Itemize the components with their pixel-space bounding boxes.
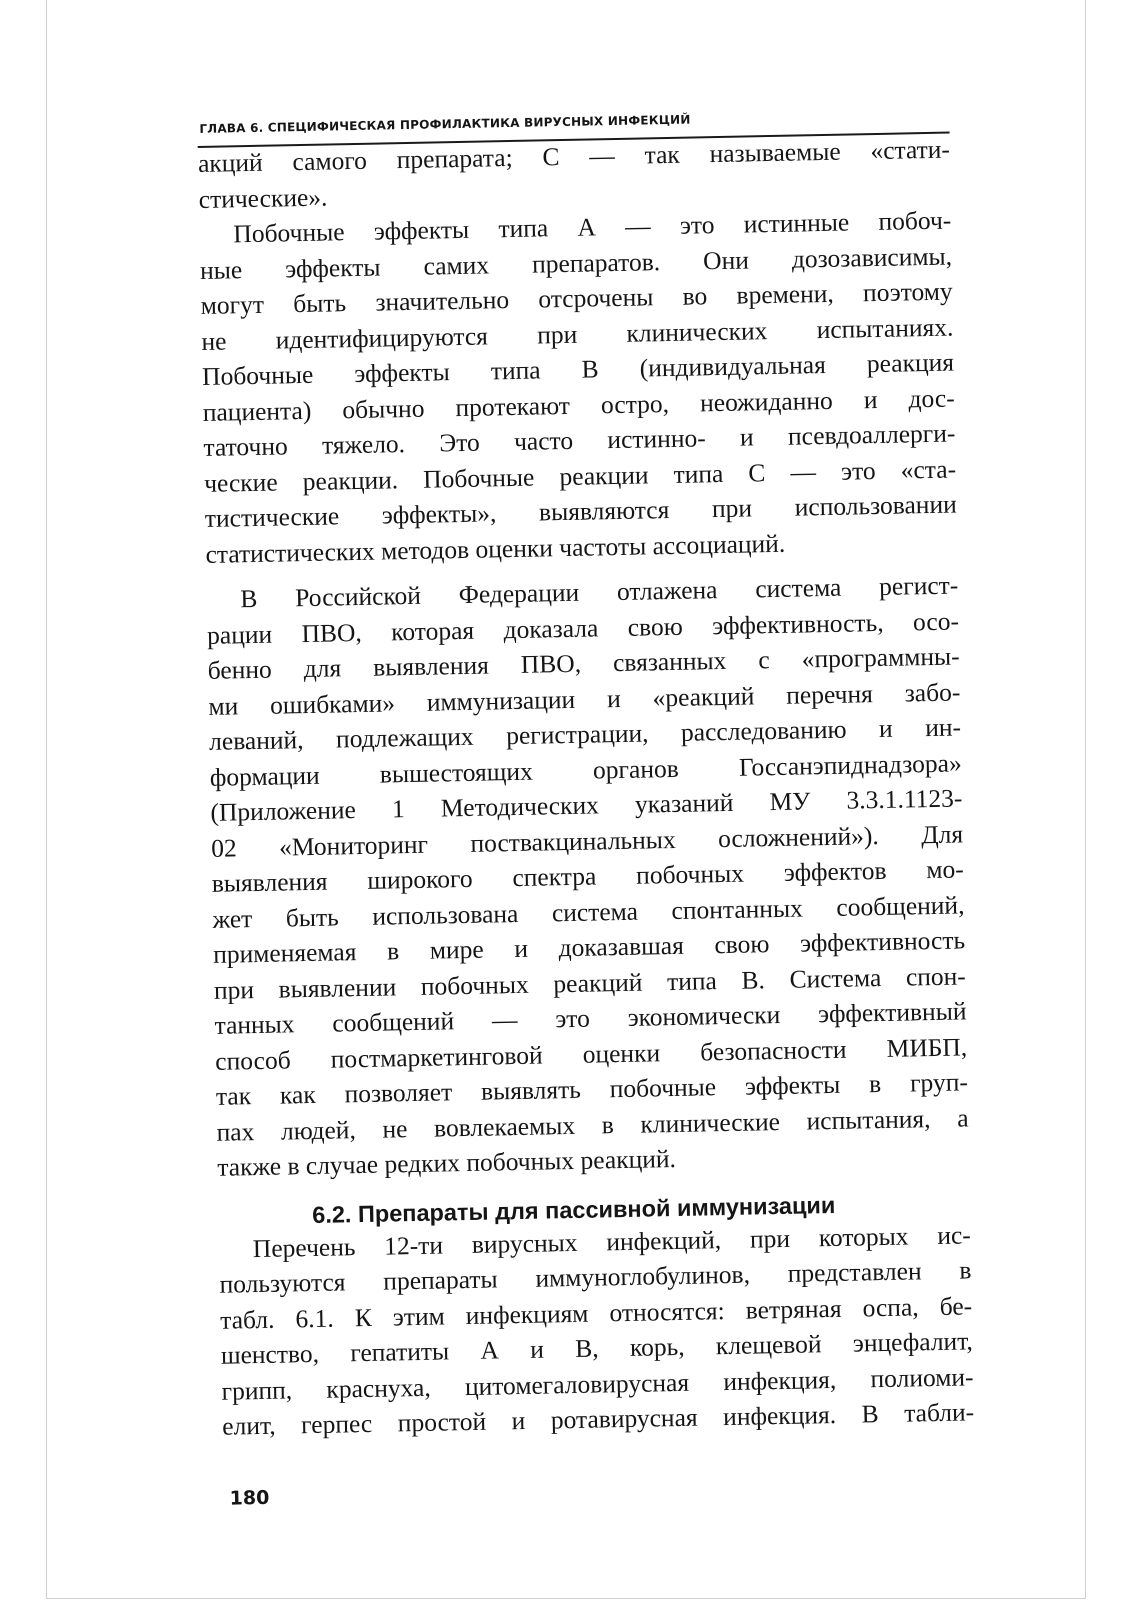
- text-line: леваний, подлежащих регистрации, расследованию и ин-: [208, 712, 962, 756]
- paragraph-russian-registration-system: [206, 567, 969, 1185]
- text-line: шенство, гепатиты А и В, корь, клещевой энцефалит,: [220, 1326, 974, 1370]
- running-head: ГЛАВА 6. СПЕЦИФИЧЕСКАЯ ПРОФИЛАКТИКА ВИРУСНЫХ ИНФЕКЦИЙ: [199, 112, 691, 136]
- text-line: рации ПВО, которая доказала свою эффективность, осо-: [206, 605, 960, 650]
- text-line: стические».: [198, 182, 328, 214]
- text-line: (Приложение 1 Методических указаний МУ 3.3.1.1123-: [210, 783, 963, 827]
- paragraph-side-effect-types: [199, 203, 958, 572]
- text-line: елит, герпес простой и ротавирусная инфекция. В табли-: [221, 1397, 975, 1441]
- text-line: бенно для выявления ПВО, связанных с «программны-: [207, 641, 960, 685]
- text-line: способ постмаркетинговой оценки безопасности МИБП,: [214, 1031, 968, 1076]
- text-line: ческие реакции. Побочные реакции типа С — это «ста-: [203, 453, 957, 498]
- text-line: В Российской Федерации отлажена система регист-: [240, 570, 959, 614]
- text-line: не идентифицируются при клинических испытаниях.: [201, 312, 954, 356]
- text-line: Побочные эффекты типа В (индивидуальная реакция: [201, 347, 955, 391]
- paragraph-passive-immunization: [219, 1217, 975, 1444]
- text-line: ми ошибками» иммунизации и «реакций перечня забо-: [208, 676, 961, 721]
- text-line: жет быть использована система спонтанных сообщений,: [212, 889, 965, 934]
- page-number: 180: [229, 1486, 270, 1510]
- text-line: танных сообщений — это экономически эффективный: [214, 996, 967, 1040]
- text-line: при выявлении побочных реакций типа В. Система спон-: [213, 960, 967, 1005]
- text-line: также в случае редких побочных реакций.: [217, 1144, 677, 1182]
- text-line: акций самого препарата; С — так называемые «стати-: [197, 134, 951, 178]
- text-line: могут быть значительно отсрочены во времени, поэтому: [200, 276, 953, 320]
- text-line: 02 «Мониторинг поствакцинальных осложнений»). Для: [210, 818, 964, 863]
- text-line: пользуются препараты иммуноглобулинов, представлен в: [219, 1255, 972, 1299]
- text-line: табл. 6.1. К этим инфекциям относятся: ветряная оспа, бе-: [219, 1290, 973, 1335]
- text-line: ные эффекты самих препаратов. Они дозозависимы,: [199, 241, 953, 285]
- text-line: так как позволяет выявлять побочные эффекты в груп-: [215, 1067, 969, 1111]
- text-line: статистических методов оценки частоты ассоциаций.: [205, 528, 786, 569]
- text-line: пах людей, не вовлекаемых в клинические испытания, а: [216, 1102, 969, 1147]
- book-page: [197, 95, 983, 1510]
- text-line: формации вышестоящих органов Госсанэпиднадзора»: [209, 747, 962, 792]
- text-line: тистические эффекты», выявляются при использовании: [204, 489, 957, 533]
- text-line: выявления широкого спектра побочных эффектов мо-: [211, 854, 964, 898]
- text-line: Перечень 12-ти вирусных инфекций, при которых ис-: [252, 1219, 972, 1263]
- body-text: [198, 132, 975, 1445]
- text-line: Побочные эффекты типа А — это истинные побоч-: [233, 205, 952, 249]
- text-line: грипп, краснуха, цитомегаловирусная инфекция, полиоми-: [221, 1361, 974, 1406]
- text-line: пациента) обычно протекают остро, неожиданно и дос-: [202, 383, 955, 427]
- page-sheet: [46, 0, 1086, 1599]
- text-line: таточно тяжело. Это часто истинно- и псевдоаллерги-: [203, 418, 956, 462]
- text-line: применяемая в мире и доказавшая свою эффективность: [212, 925, 966, 969]
- section-heading: 6.2. Препараты для пассивной иммунизации: [311, 1191, 836, 1228]
